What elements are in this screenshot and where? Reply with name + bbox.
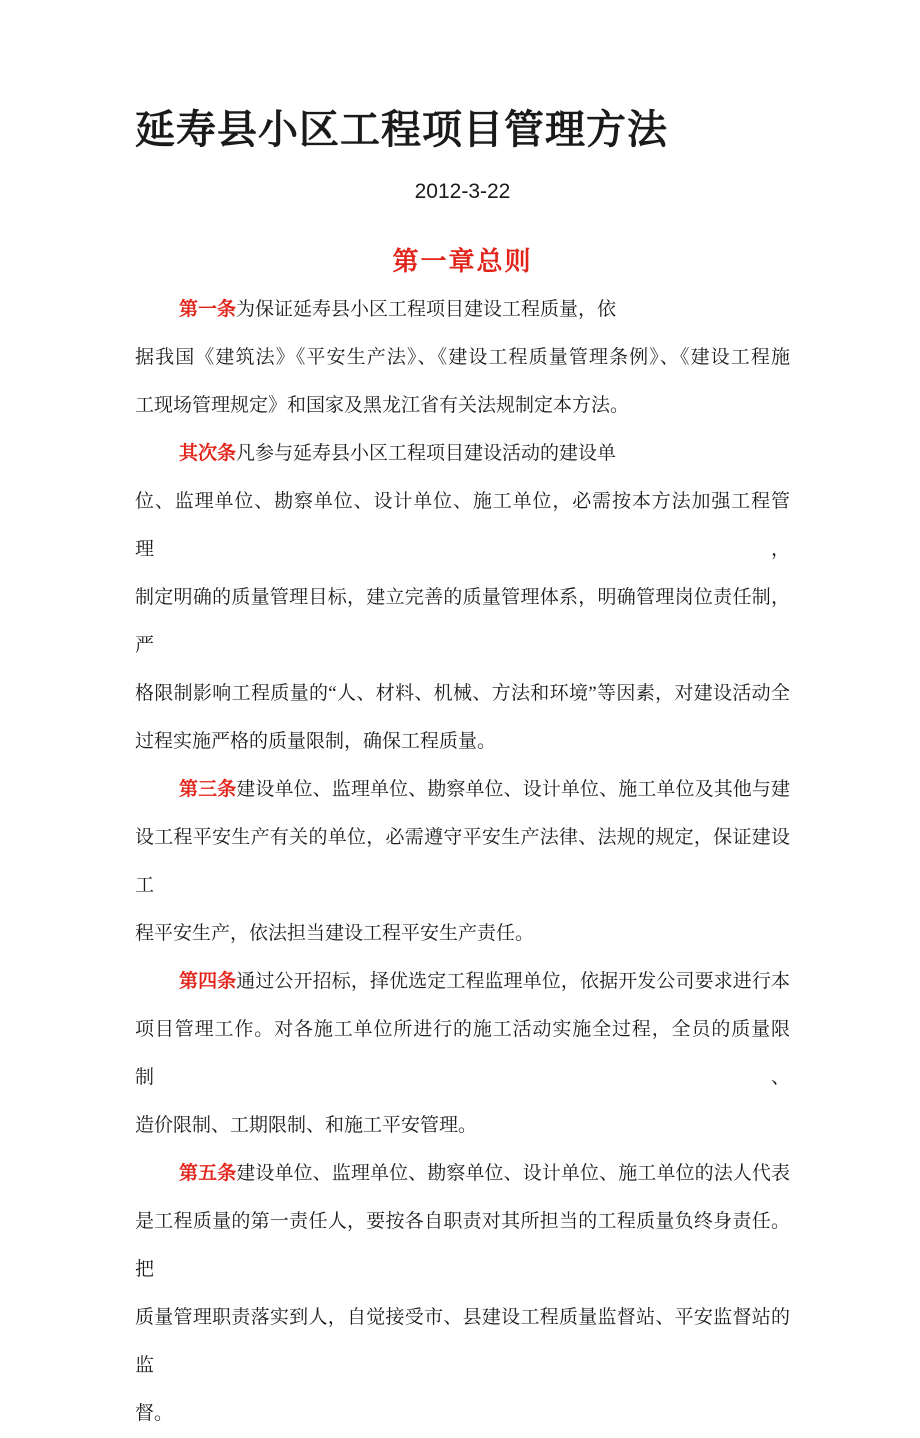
text-line: 过程实施严格的质量限制，确保工程质量。 (135, 731, 497, 752)
text-line: 制定明确的质量管理目标，建立完善的质量管理体系，明确管理岗位责任制，严 (135, 587, 790, 656)
text-line-content: 建设单位、监理单位、勘察单位、设计单位、施工单位及其他与建 (236, 779, 790, 800)
text-line-content: 凡参与延寿县小区工程项目建设活动的建设单 (236, 443, 617, 464)
article-5-label: 第五条 (179, 1163, 237, 1184)
text-line (135, 286, 790, 334)
text-line: 工现场管理规定》和国家及黑龙江省有关法规制定本方法。 (135, 395, 630, 416)
text-line-content: 通过公开招标，择优选定工程监理单位，依据开发公司要求进行本 (236, 971, 790, 992)
text-line (135, 1150, 790, 1198)
article-5 (135, 1150, 790, 1438)
chapter-heading: 第一章总则 (392, 247, 533, 276)
article-2-label: 其次条 (179, 443, 237, 464)
text-line-content: 为保证延寿县小区工程项目建设工程质量，依 (236, 299, 617, 320)
text-line: 程平安生产，依法担当建设工程平安生产责任。 (135, 923, 535, 944)
text-line: 是工程质量的第一责任人，要按各自职责对其所担当的工程质量负终身责任。把 (135, 1211, 790, 1280)
text-line: 项目管理工作。对各施工单位所进行的施工活动实施全过程，全员的质量限制、 (135, 1019, 790, 1088)
article-4-label: 第四条 (179, 971, 237, 992)
article-1-label: 第一条 (179, 299, 237, 320)
article-4 (135, 958, 790, 1150)
article-1 (135, 286, 790, 430)
text-line: 格限制影响工程质量的“人、材料、机械、方法和环境”等因素，对建设活动全 (135, 683, 790, 704)
text-line: 督。 (135, 1403, 174, 1424)
text-line (135, 766, 790, 814)
article-3-label: 第三条 (179, 779, 237, 800)
document-date: 2012-3-22 (414, 180, 511, 203)
text-line: 据我国《建筑法》《平安生产法》、《建设工程质量管理条例》、《建设工程施 (135, 347, 790, 368)
text-line: 位、监理单位、勘察单位、设计单位、施工单位，必需按本方法加强工程管理， (135, 491, 790, 560)
text-line: 造价限制、工期限制、和施工平安管理。 (135, 1115, 478, 1136)
text-line: 设工程平安生产有关的单位，必需遵守平安生产法律、法规的规定，保证建设工 (135, 827, 790, 896)
article-2 (135, 430, 790, 766)
text-line-content: 建设单位、监理单位、勘察单位、设计单位、施工单位的法人代表 (236, 1163, 790, 1184)
text-line (135, 958, 790, 1006)
document-title: 延寿县小区工程项目管理方法 (135, 107, 668, 152)
text-line: 质量管理职责落实到人，自觉接受市、县建设工程质量监督站、平安监督站的监 (135, 1307, 790, 1376)
article-3 (135, 766, 790, 958)
text-line (135, 430, 790, 478)
